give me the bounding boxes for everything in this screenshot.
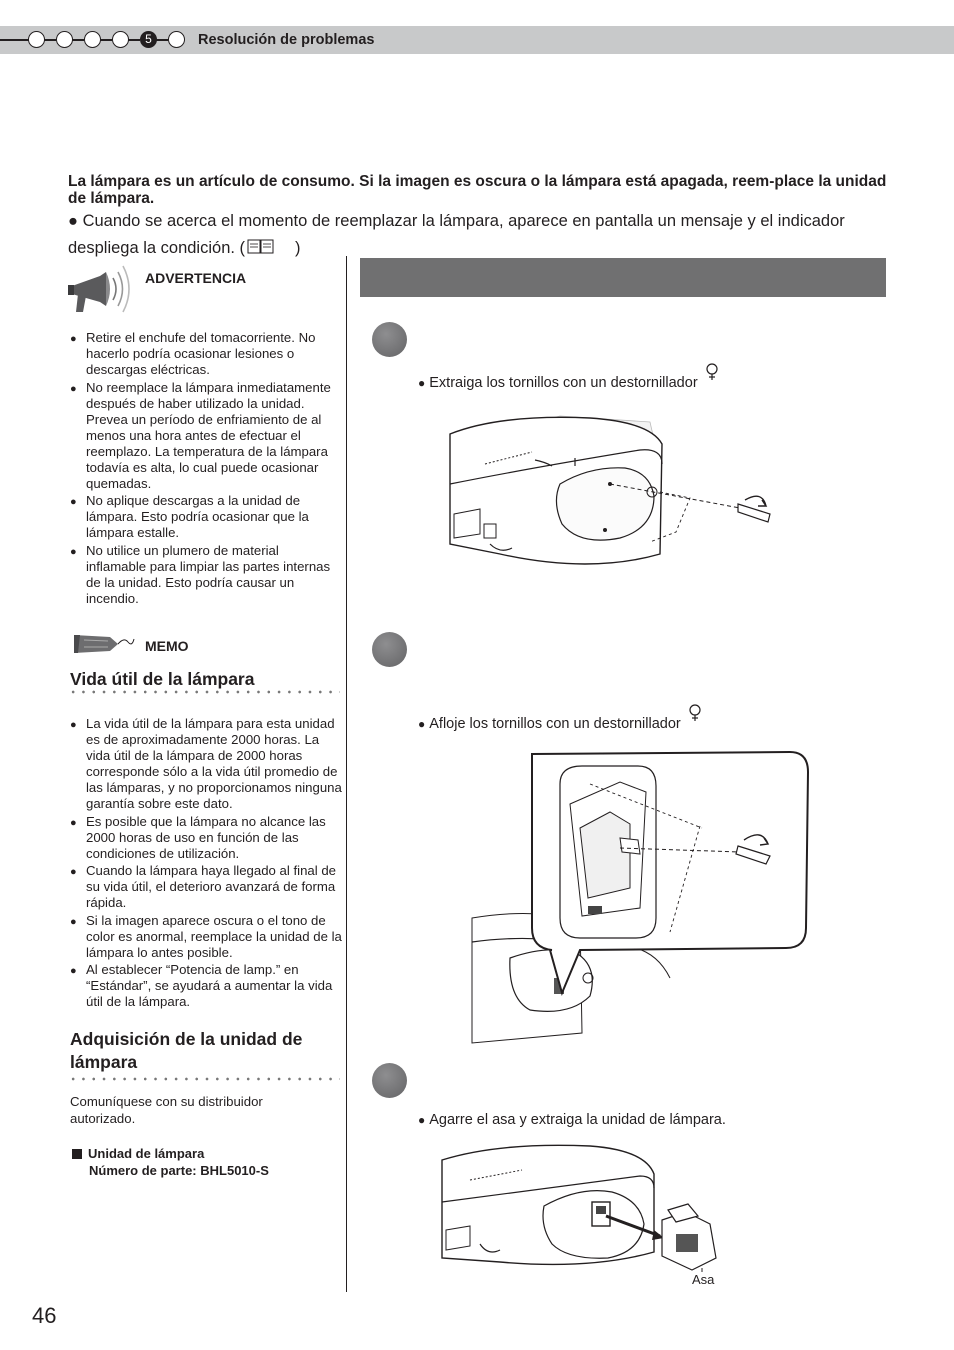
part-label: Unidad de lámpara (88, 1146, 205, 1161)
intro-bullet-text: Cuando se acerca el momento de reemplazar la lámpara, aparece en pantalla un mensaje y el indicador despliega la condición. ( (68, 212, 845, 257)
warning-item: ● No reemplace la lámpara inmediatamente después de haber utilizado la unidad. Prevea un período de enfriamiento de al menos una hora antes de efectuar el reemplazo. La temperatura de la lámpara todavía es alta, lo cual puede ocasionar quemadas. (70, 380, 342, 492)
dotted-rule (68, 690, 340, 694)
chapter-connector (128, 39, 140, 41)
book-ref-icon[interactable] (245, 235, 295, 262)
bullet-dot: ● (418, 717, 426, 731)
step-3-instruction (418, 1111, 726, 1129)
chapter-2-marker[interactable] (56, 31, 73, 48)
bullet-dot: ● (418, 376, 426, 390)
step-2-text: Afloje los tornillos con un destornillador (429, 716, 681, 732)
page-number: 46 (32, 1303, 57, 1328)
lamp-removal-figure (440, 1140, 730, 1275)
intro-bold-text: La lámpara es un artículo de consumo. Si la imagen es oscura o la lámpara está apagada, reem-place la unidad de lámpara. (68, 173, 887, 207)
pencil-icon (70, 633, 136, 655)
step-1-instruction (418, 369, 718, 392)
step-1-marker (372, 322, 407, 357)
column-divider (346, 256, 347, 1292)
chapter-1-marker[interactable] (28, 31, 45, 48)
lamp-life-item: ● La vida útil de la lámpara para esta unidad es de aproximadamente 2000 horas. La vida útil de la lámpara de 2000 horas corresponde sólo a la vida útil promedio de las lámparas, y no proporcionamos ninguna garantía sobre este dato. (70, 716, 346, 812)
chapter-connector (156, 39, 168, 41)
lamp-life-heading: Vida útil de la lámpara (70, 669, 255, 689)
chapter-connector (44, 39, 56, 41)
lamp-life-item: ● Si la imagen aparece oscura o el tono de color es anormal, reemplace la unidad de la lámpara lo antes posible. (70, 913, 346, 961)
chapter-4-marker[interactable] (112, 31, 129, 48)
step-2-marker (372, 632, 407, 667)
square-bullet-icon (72, 1149, 82, 1159)
memo-label: MEMO (145, 638, 189, 654)
phillips-screwdriver-icon (687, 704, 703, 722)
chapter-connector (100, 39, 112, 41)
chapter-5-marker-active[interactable]: 5 (140, 31, 157, 48)
step-3-text: Agarre el asa y extraiga la unidad de lámpara. (429, 1112, 726, 1128)
phillips-screwdriver-icon (704, 363, 720, 381)
header-rule (0, 39, 30, 41)
lamp-life-list (70, 716, 346, 1012)
handle-label: Asa (692, 1272, 715, 1287)
lamp-life-item: ● Al establecer “Potencia de lamp.” en “Estándar”, se ayudará a aumentar la vida útil de la lámpara. (70, 962, 346, 1010)
warning-item: ● No aplique descargas a la unidad de lámpara. Esto podría ocasionar que la lámpara estalle. (70, 493, 342, 541)
procedure-title-band (360, 258, 886, 297)
warning-label: ADVERTENCIA (145, 270, 247, 286)
acquisition-heading: Adquisición de la unidad de lámpara (70, 1029, 303, 1072)
section-title: Resolución de problemas (198, 32, 375, 48)
chapter-6-marker[interactable] (168, 31, 185, 48)
warning-list (70, 330, 342, 608)
step-2-instruction (418, 710, 701, 733)
chapter-3-marker[interactable] (84, 31, 101, 48)
contact-text: Comuníquese con su distribuidor autorizado. (70, 1094, 263, 1126)
dotted-rule (68, 1077, 340, 1081)
intro-bullet (68, 208, 858, 262)
bullet-dot: ● (68, 212, 83, 230)
lamp-life-item: ● Cuando la lámpara haya llegado al final de su vida útil, el deterioro avanzará de forma rápida. (70, 863, 346, 911)
step-3-marker (372, 1063, 407, 1098)
warning-item: ● No utilice un plumero de material inflamable para limpiar las partes internas de la unidad. Esto podría causar un incendio. (70, 543, 342, 607)
step-1-text: Extraiga los tornillos con un destornillador (429, 375, 698, 391)
intro-bullet-close: ) (295, 239, 301, 257)
lamp-life-item: ● Es posible que la lámpara no alcance las 2000 horas de uso en función de las condiciones de utilización. (70, 814, 346, 862)
chapter-connector (72, 39, 84, 41)
warning-item: ● Retire el enchufe del tomacorriente. No hacerlo podría ocasionar lesiones o descargas eléctricas. (70, 330, 342, 378)
lamp-screw-callout-figure (470, 748, 815, 1048)
bullet-dot: ● (418, 1113, 426, 1127)
part-number: Número de parte: BHL5010-S (89, 1163, 269, 1178)
megaphone-icon (66, 262, 134, 316)
projector-lamp-cover-figure (440, 404, 780, 574)
part-info (72, 1145, 269, 1179)
